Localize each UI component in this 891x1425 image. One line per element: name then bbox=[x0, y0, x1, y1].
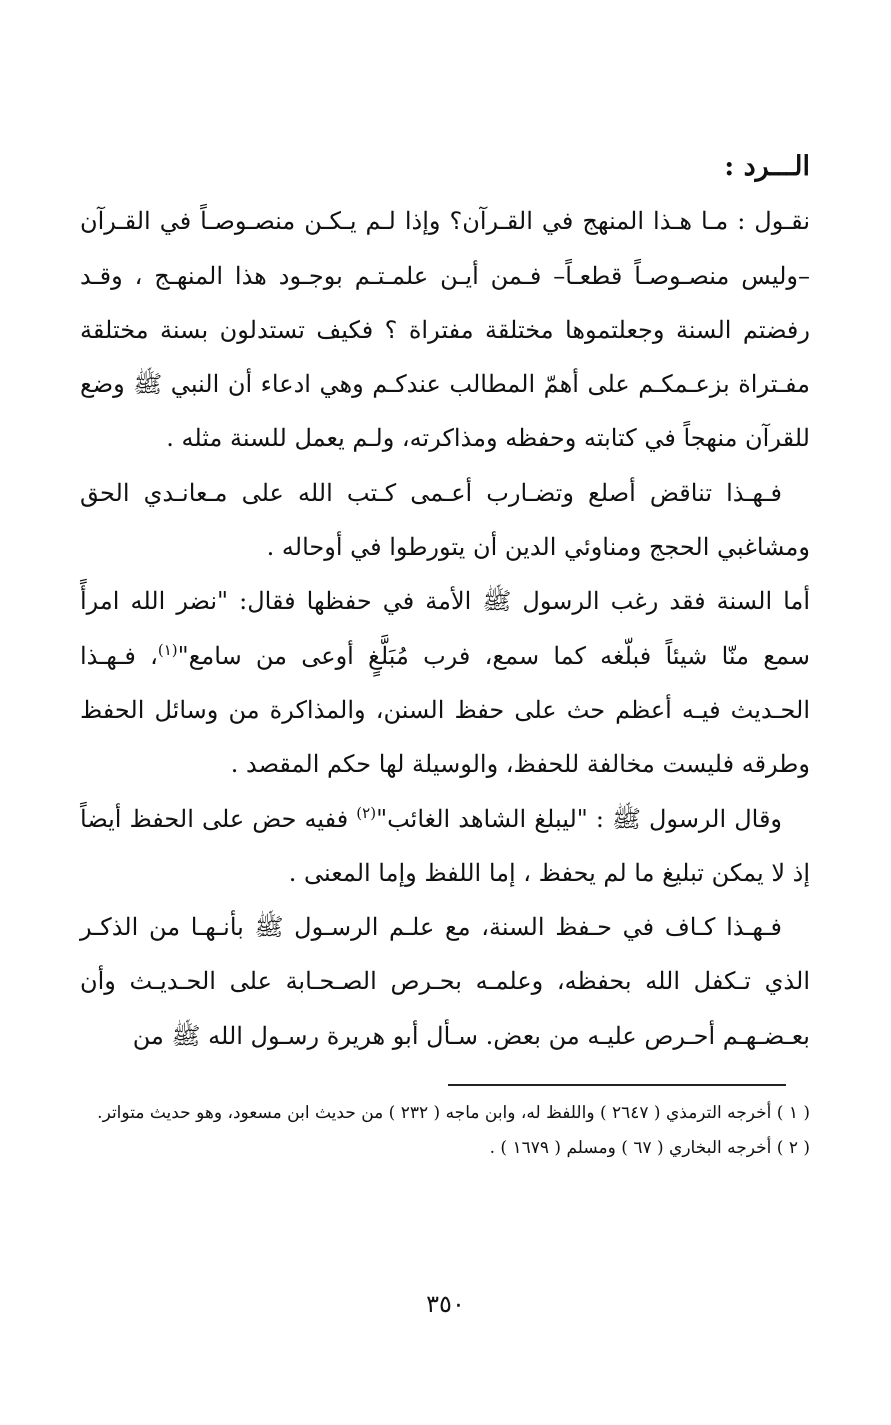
paragraph-4 bbox=[80, 792, 810, 901]
paragraph-3-text: أما السنة فقد رغب الرسول ﷺ الأمة في حفظها فقال: "نضر الله امرأً سمع منّا شيئاً فبلّغه كما سمع، فرب مُبَلَّغٍ أوعى من سامع" bbox=[80, 587, 810, 670]
paragraph-3 bbox=[80, 574, 810, 791]
footnote-separator bbox=[448, 1084, 786, 1086]
footnote-1: ( ١ ) أخرجه الترمذي ( ٢٦٤٧ ) واللفظ له، وابن ماجه ( ٢٣٢ ) من حديث ابن مسعود، وهو حديث متواتر. bbox=[97, 1103, 810, 1123]
footnote-marker-2: (٢) bbox=[356, 803, 377, 822]
paragraph-1: نقـول : مـا هـذا المنهج في القـرآن؟ وإذا لـم يـكـن منصـوصـاً في القـرآن –وليس منصـوصـاً قطعـاً– فـمن أيـن علمـتـم بوجـود هذا المنهـج ، وقـد رفضتم السنة وجعلتموها مختلقة مفتراة ؟ فكيف تستدلون بسنة مختلقة مفـتراة بزعـمكـم على أهمّ المطالب عندكـم وهي ادعاء أن النبي ﷺ وضع للقرآن منهجاً في كتابته وحفظه ومذاكرته، ولـم يعمل للسنة مثله . bbox=[80, 207, 810, 453]
footnote-marker-1: (١) bbox=[157, 640, 178, 659]
footnotes bbox=[80, 1096, 810, 1166]
main-text bbox=[80, 140, 810, 1063]
footnote-2: ( ٢ ) أخرجه البخاري ( ٦٧ ) ومسلم ( ١٦٧٩ ) . bbox=[489, 1138, 810, 1158]
paragraph-4-text: وقال الرسول ﷺ : "ليبلغ الشاهد الغائب" bbox=[376, 804, 782, 833]
paragraph-2: فـهـذا تناقض أصلع وتضـارب أعـمى كـتب الله على مـعانـدي الحق ومشاغبي الحجج ومناوئي الدين أن يتورطوا في أوحاله . bbox=[80, 478, 810, 562]
paragraph-4-continuation: ففيه حض على الحفظ أيضاً إذ لا يمكن تبليغ ما لم يحفظ ، إما اللفظ وإما المعنى . bbox=[80, 804, 810, 887]
paragraph-5: فـهـذا كـاف في حـفظ السنة، مع علـم الرسـول ﷺ بأنـهـا من الذكـر الذي تـكفل الله بحفظه، وعلمـه بحـرص الصـحـابة على الحـديـث وأن بعـضـهـم أحـرص عليـه من بعض. سـأل أبو هريرة رسـول الله ﷺ من bbox=[80, 913, 810, 1050]
paragraph-3-continuation: ، فـهـذا الحـديث فيـه أعظم حث على حفظ السنن، والمذاكرة من وسائل الحفظ وطرقه فليست مخالفة للحفظ، والوسيلة لها حكم المقصد . bbox=[80, 641, 810, 779]
section-heading: الـــرد : bbox=[724, 151, 810, 182]
page-number: ٣٥٠ bbox=[426, 1290, 465, 1318]
